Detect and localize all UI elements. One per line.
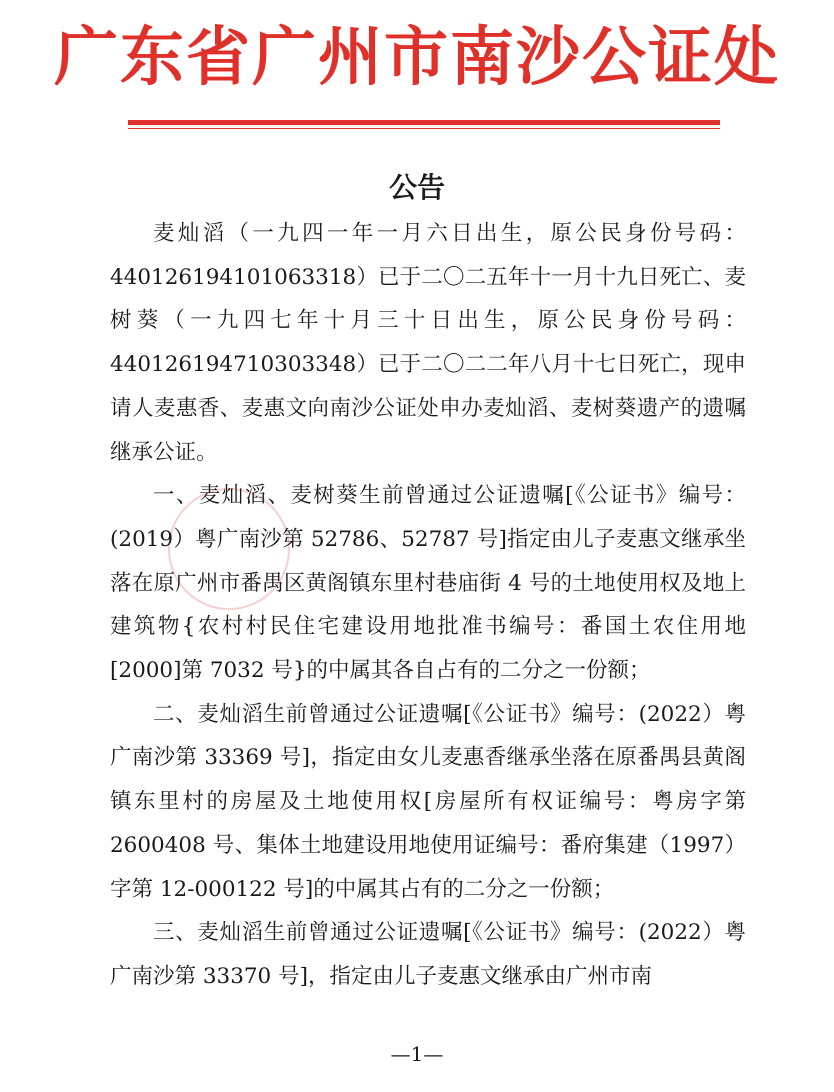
letterhead-divider-thick xyxy=(128,120,720,125)
notice-paragraph-3: 三、麦灿滔生前曾通过公证遗嘱[《公证书》编号：(2022）粤广南沙第 33370 号]，指定由儿子麦惠文继承由广州市南 xyxy=(110,920,746,989)
notice-paragraph-2: 二、麦灿滔生前曾通过公证遗嘱[《公证书》编号：(2022）粤广南沙第 33369 号]，指定由女儿麦惠香继承坐落在原番禺县黄阁镇东里村的房屋及土地使用权[房屋所有权证编号：粤房字第 2600408 号、集体土地建设用地使用证编号：番府集建（1997）字第 12-000122 号]的中属其占有的二分之一份额； xyxy=(110,701,746,902)
notice-paragraph-1: 一、麦灿滔、麦树葵生前曾通过公证遗嘱[《公证书》编号：(2019）粤广南沙第 52786、52787 号]指定由儿子麦惠文继承坐落在原广州市番禺区黄阁镇东里村巷庙街 4 号的土地使用权及地上建筑物{农村村民住宅建设用地批准书编号：番国土农住用地[2000]第 7032 号}的中属其各自占有的二分之一份额； xyxy=(110,483,746,684)
notice-body xyxy=(110,212,746,999)
page-number: —1— xyxy=(390,1042,444,1066)
notice-paragraph-intro: 麦灿滔（一九四一年一月六日出生，原公民身份号码：440126194101063318）已于二〇二五年十一月十九日死亡、麦树葵（一九四七年十月三十日出生，原公民身份号码：440126194710303348）已于二〇二二年八月十七日死亡，现申请人麦惠香、麦惠文向南沙公证处申办麦灿滔、麦树葵遗产的遗嘱继承公证。 xyxy=(110,221,746,465)
notice-title: 公告 xyxy=(388,171,445,204)
office-letterhead-title: 广东省广州市南沙公证处 xyxy=(54,21,780,95)
letterhead-divider-thin xyxy=(128,128,720,129)
